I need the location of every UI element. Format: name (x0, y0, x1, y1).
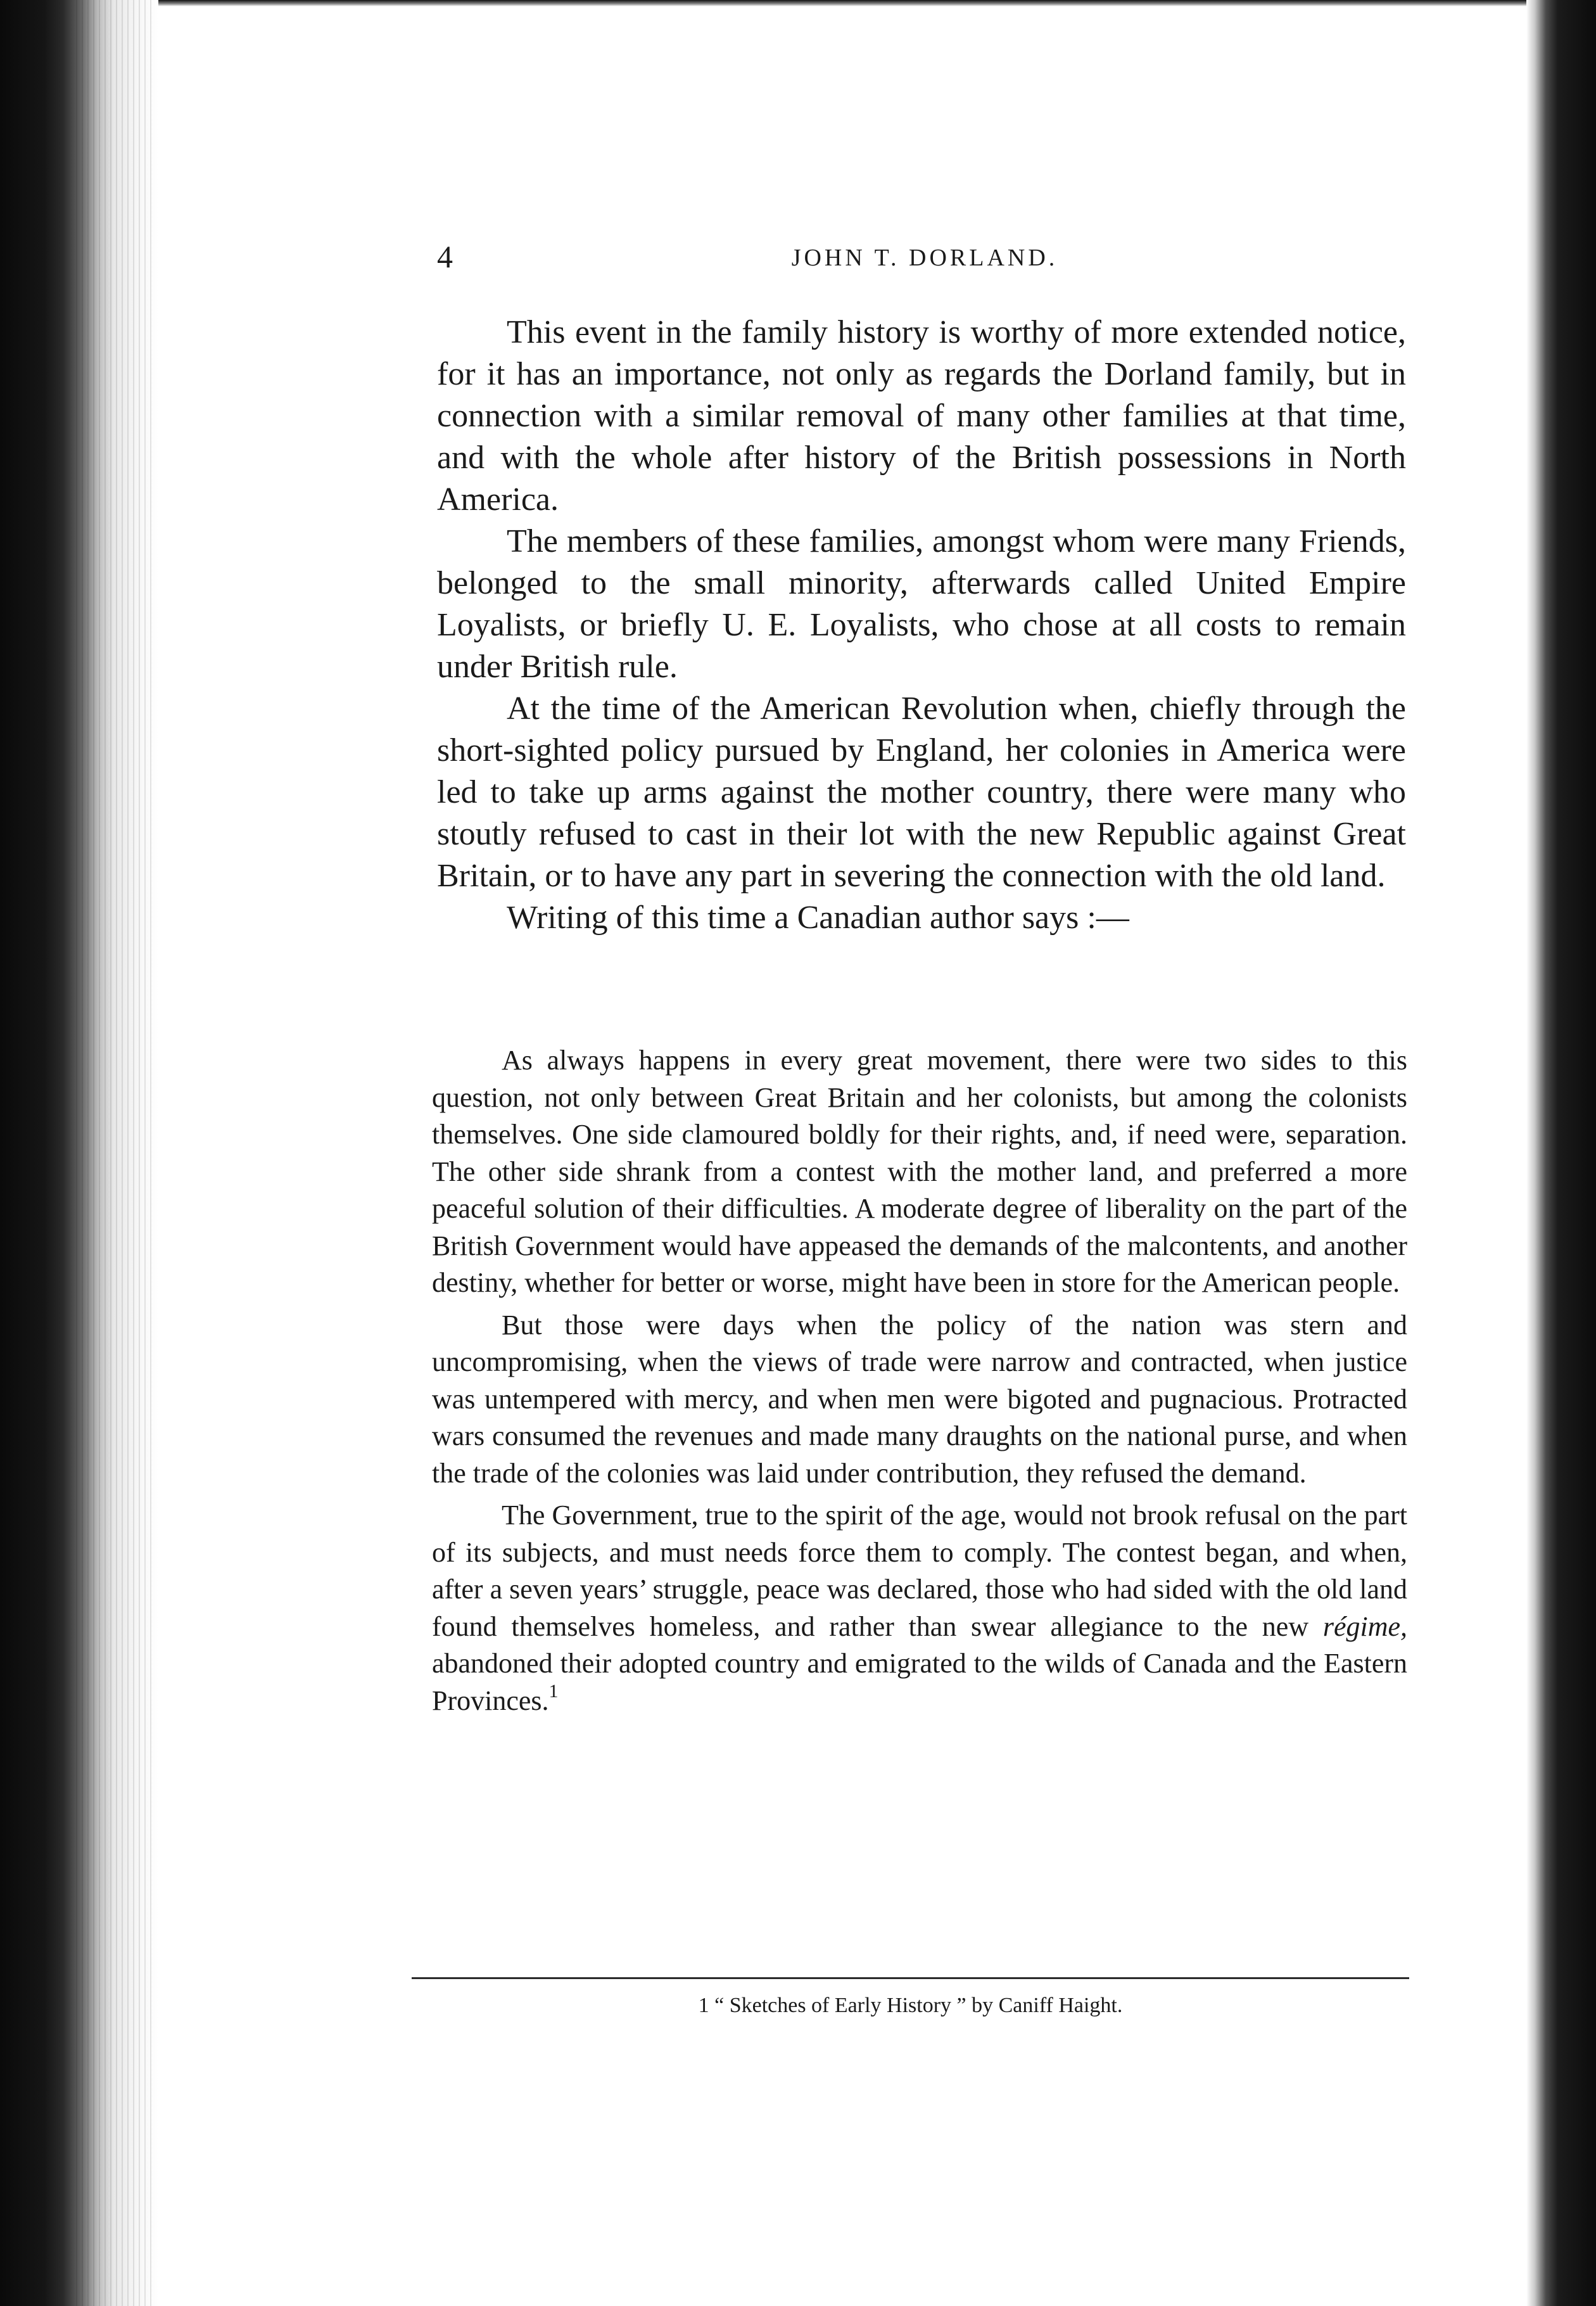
running-head: JOHN T. DORLAND. (791, 245, 1058, 271)
page-header (437, 238, 1412, 276)
body-text (437, 312, 1406, 939)
paragraph: The members of these families, amongst whom were many Friends, belonged to the small minority, afterwards called United Empire Loyalists, or briefly U. E. Loyalists, who chose at all costs to remain under British rule. (437, 523, 1406, 685)
quote-text-segment: abandoned their adopted country and emigrated to the wilds of Canada and the Eastern Provinces. (432, 1648, 1407, 1716)
footnote-rule (412, 1977, 1409, 1979)
italic-term: régime, (1322, 1610, 1408, 1642)
quote-paragraph: As always happens in every great movement, there were two sides to this question, not only between Great Britain and her colonists, but among the colonists themselves. One side clamoured boldly for their rights, and, if need were, separation. The other side shrank from a contest with the mother land, and preferred a more peaceful solution of their difficulties. A moderate degree of liberality on the part of the British Government would have appeased the demands of the malcontents, and another destiny, whether for better or worse, might have been in store for the American people. (432, 1045, 1407, 1298)
quote-text-segment: The Government, true to the spirit of the age, would not brook refusal on the part of its subjects, and must needs force them to comply. The contest began, and when, after a seven years’ struggle, peace was declared, those who had sided with the old land found themselves homeless, and rather than swear allegiance to the new (432, 1500, 1407, 1642)
footnote: 1 “ Sketches of Early History ” by Caniff Haight. (698, 1994, 1123, 2017)
paragraph: This event in the family history is worthy of more extended notice, for it has an importance, not only as regards the Dorland family, but in connection with a similar removal of many other families at that time, and with the whole after history of the British possessions in North America. (437, 314, 1406, 518)
scan-top-edge (0, 0, 1596, 6)
scan-right-edge (1526, 0, 1596, 2306)
paragraph: At the time of the American Revolution when, chiefly through the short-sighted policy pursued by England, her colonies in America were led to take up arms against the mother country, there were many who stoutly refused to cast in their lot with the new Republic against Great Britain, or to have any part in severing the connection with the old land. (437, 691, 1406, 894)
paragraph: Writing of this time a Canadian author says :— (507, 900, 1129, 936)
quote-paragraph (432, 1497, 1407, 1719)
block-quote (432, 1042, 1407, 1719)
scan-page-stack (76, 0, 152, 2306)
footnote-marker: 1 (548, 1680, 559, 1702)
page-number: 4 (437, 239, 453, 274)
quote-paragraph: But those were days when the policy of the nation was stern and uncompromising, when the views of trade were narrow and contracted, when justice was untempered with mercy, and when men were bigoted and pugnacious. Protracted wars consumed the revenues and made many draughts on the national purse, and when the trade of the colonies was laid under contribution, they refused the demand. (432, 1309, 1407, 1489)
